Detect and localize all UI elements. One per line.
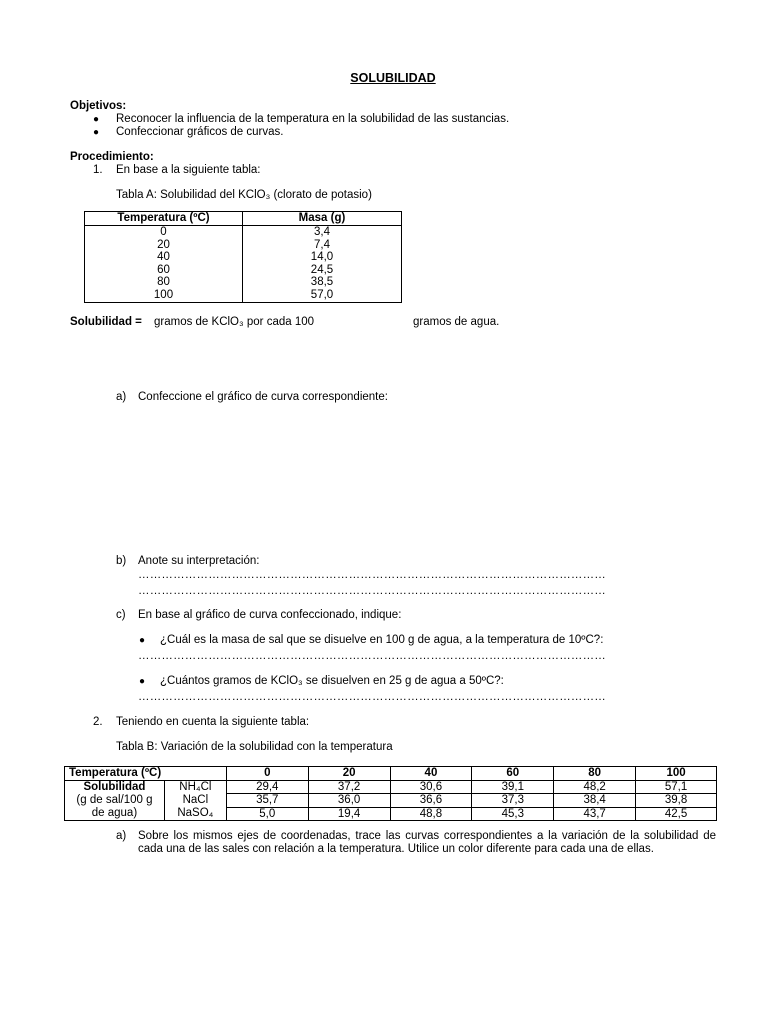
question-text: Anote su interpretación: [138, 555, 260, 567]
question-letter: a) [116, 391, 127, 403]
table-cell: 20 [85, 239, 243, 252]
table-cell: 42,5 [636, 807, 717, 821]
table-cell: 57,1 [636, 780, 717, 794]
table-b-header: 40 [390, 767, 472, 781]
salt-name: NH₄Cl [164, 780, 226, 794]
answer-line[interactable]: ………………………………………………………………………………………………………… [138, 650, 606, 662]
table-cell: 29,4 [226, 780, 308, 794]
table-row [85, 251, 402, 264]
sub-question: ¿Cuántos gramos de KClO₃ se disuelven en 25 g de agua a 50ºC?: [160, 675, 504, 687]
solubilidad-label: Solubilidad = [70, 316, 142, 328]
question-text: Sobre los mismos ejes de coordenadas, trace las curvas correspondientes a la variación de la solubilidad de cada una de las sales con relación a la temperatura. Utilice un color diferente para cada una de ellas. [138, 830, 716, 855]
row-label: (g de sal/100 g [65, 794, 165, 808]
table-cell: 5,0 [226, 807, 308, 821]
table-cell: 24,5 [310, 263, 334, 276]
bullet-icon: ● [93, 127, 100, 138]
table-cell: 36,6 [390, 794, 472, 808]
bullet-icon: ● [139, 676, 146, 687]
table-b-header: Temperatura (ºC) [65, 767, 227, 781]
table-cell: 39,8 [636, 794, 717, 808]
table-cell: 7,4 [314, 238, 330, 251]
answer-line[interactable]: ………………………………………………………………………………………………………… [138, 585, 606, 597]
table-cell: 39,1 [472, 780, 554, 794]
step-text: En base a la siguiente tabla: [116, 164, 261, 176]
table-a [84, 211, 402, 303]
table-a-header: Masa (g) [243, 212, 402, 226]
row-label: Solubilidad [65, 780, 165, 794]
salt-name: NaCl [164, 794, 226, 808]
table-cell: 35,7 [226, 794, 308, 808]
table-row [85, 289, 402, 302]
step-number: 2. [93, 716, 103, 728]
table-cell: 48,8 [390, 807, 472, 821]
answer-line[interactable]: ………………………………………………………………………………………………………… [138, 691, 606, 703]
table-cell: 0 [85, 226, 243, 239]
table-cell: 38,4 [554, 794, 636, 808]
bullet-icon: ● [139, 635, 146, 646]
question-text: Confeccione el gráfico de curva correspondiente: [138, 391, 388, 403]
table-row [65, 794, 717, 808]
table-cell: 100 [85, 289, 243, 302]
table-cell: 14,0 [310, 251, 334, 264]
table-row [85, 276, 402, 289]
row-label: de agua) [65, 807, 165, 821]
table-b-header: 0 [226, 767, 308, 781]
table-cell: 40 [85, 251, 243, 264]
table-cell: 60 [85, 264, 243, 277]
table-b [64, 766, 717, 821]
table-cell: 48,2 [554, 780, 636, 794]
table-cell: 3,4 [314, 226, 330, 238]
table-b-header: 80 [554, 767, 636, 781]
solubilidad-text: gramos de KClO₃ por cada 100 [154, 316, 315, 328]
solubilidad-text-end: gramos de agua. [413, 316, 500, 328]
question-text: En base al gráfico de curva confeccionado, indique: [138, 609, 402, 621]
answer-line[interactable]: ………………………………………………………………………………………………………… [138, 569, 606, 581]
step-number: 1. [93, 164, 103, 176]
table-row [65, 807, 717, 821]
step-text: Teniendo en cuenta la siguiente tabla: [116, 716, 310, 728]
table-cell: 36,0 [308, 794, 390, 808]
question-letter: a) [116, 830, 127, 842]
question-letter: c) [116, 609, 126, 621]
table-header-row [65, 767, 717, 781]
table-cell: 37,3 [472, 794, 554, 808]
table-b-header: 20 [308, 767, 390, 781]
table-b-caption: Tabla B: Variación de la solubilidad con la temperatura [116, 741, 393, 753]
table-row [85, 239, 402, 252]
table-cell: 45,3 [472, 807, 554, 821]
bullet-icon: ● [93, 114, 100, 125]
objetivos-heading: Objetivos: [70, 100, 127, 112]
page-title: SOLUBILIDAD [350, 71, 436, 85]
sub-question: ¿Cuál es la masa de sal que se disuelve en 100 g de agua, a la temperatura de 10ºC?: [160, 634, 604, 646]
salt-name: NaSO₄ [164, 807, 226, 821]
table-cell: 19,4 [308, 807, 390, 821]
table-b-header: 60 [472, 767, 554, 781]
table-cell: 37,2 [308, 780, 390, 794]
table-row [65, 780, 717, 794]
objetivo-item: Confeccionar gráficos de curvas. [116, 126, 284, 138]
table-cell: 38,5 [310, 276, 334, 289]
table-cell: 80 [85, 276, 243, 289]
question-letter: b) [116, 555, 127, 567]
table-row [85, 226, 402, 239]
table-row [85, 264, 402, 277]
procedimiento-heading: Procedimiento: [70, 151, 154, 163]
table-b-header: 100 [636, 767, 717, 781]
table-cell: 57,0 [310, 288, 334, 301]
table-cell: 43,7 [554, 807, 636, 821]
objetivo-item: Reconocer la influencia de la temperatura en la solubilidad de las sustancias. [116, 113, 510, 125]
table-cell: 30,6 [390, 780, 472, 794]
table-a-header: Temperatura (ºC) [85, 212, 243, 226]
table-a-caption: Tabla A: Solubilidad del KClO₃ (clorato de potasio) [116, 189, 372, 201]
